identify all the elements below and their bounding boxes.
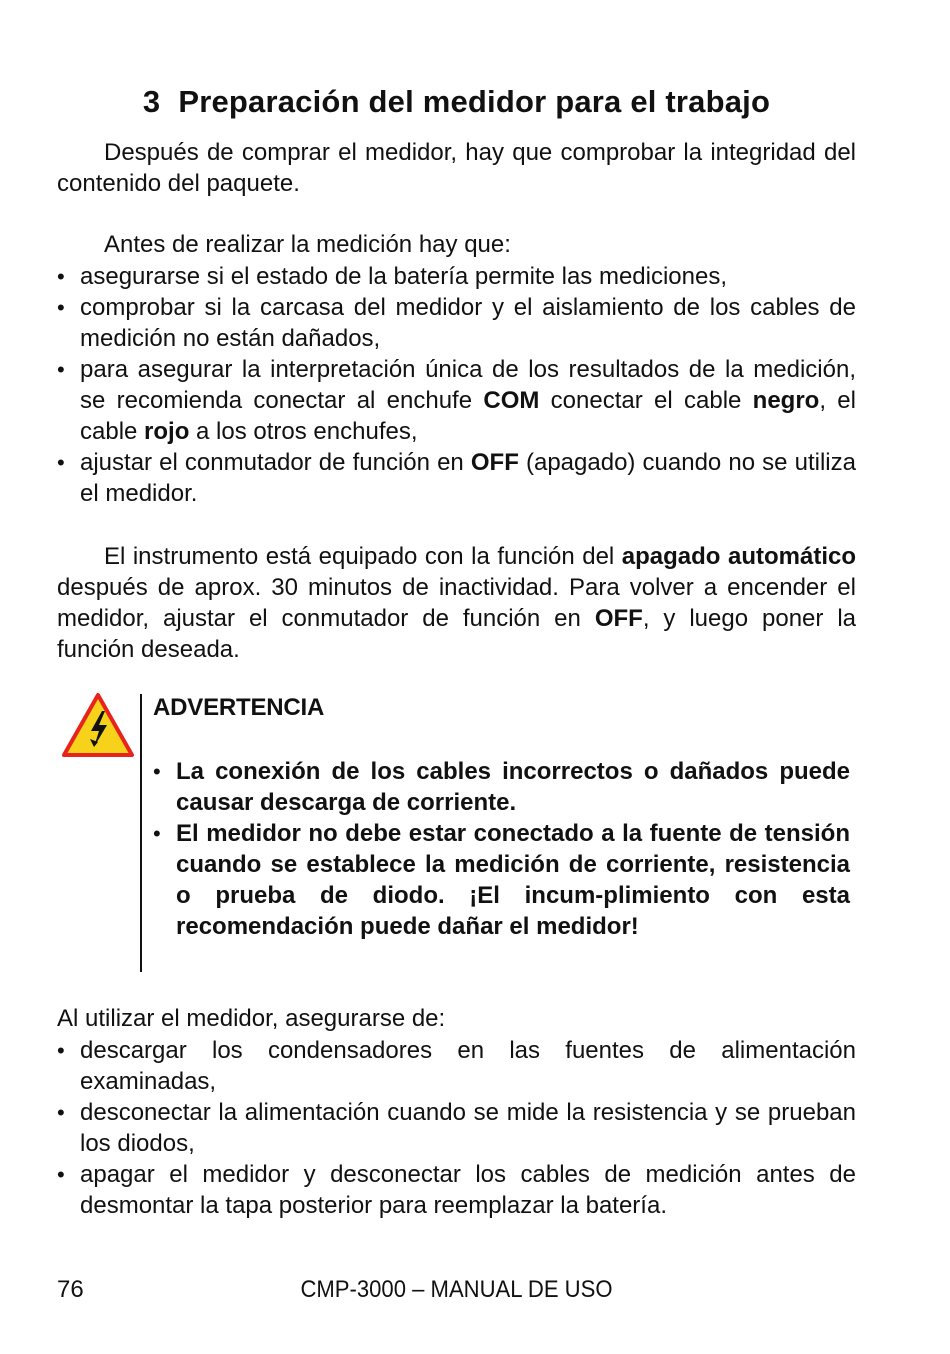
warning-list — [153, 756, 850, 942]
rojo-label: rojo — [144, 418, 190, 445]
warning-item: • El medidor no debe estar conectado a la fuente de tensión cuando se establece la medición de corriente, resistencia o prueba de diodo. ¡El incum-plimiento con esta recomendación puede dañar el medidor! — [153, 818, 850, 942]
section-title: Preparación del medidor para el trabajo — [178, 84, 771, 119]
com-label: COM — [483, 387, 540, 414]
auto-off-paragraph: El instrumento está equipado con la función del apagado automático después de aprox. 30 minutos de inactividad. Para volver a encender el medidor, ajustar el conmutador de función en OFF, y luego poner la función deseada. — [57, 543, 856, 663]
list-item: • desconectar la alimentación cuando se mide la resistencia y se prueban los diodos, — [57, 1097, 856, 1159]
negro-label: negro — [752, 387, 820, 414]
auto-off-bold: apagado automático — [621, 543, 856, 570]
before-measure-list — [57, 261, 856, 509]
when-using-lead: Al utilizar el medidor, asegurarse de: — [57, 1005, 446, 1032]
list-item: • para asegurar la interpretación única de los resultados de la medición, se recomienda conectar al enchufe COM conectar el cable negro, el cable rojo a los otros enchufes, — [57, 354, 856, 447]
warning-box — [57, 688, 856, 974]
manual-title: CMP-3000 – MANUAL DE USO — [300, 1276, 613, 1303]
list-item: • comprobar si la carcasa del medidor y el aislamiento de los cables de medición no están dañados, — [57, 292, 856, 354]
list-item: • ajustar el conmutador de función en OFF (apagado) cuando no se utiliza el medidor. — [57, 447, 856, 509]
warning-item: • La conexión de los cables incorrectos o dañados puede causar descarga de corriente. — [153, 756, 850, 818]
before-measure-lead: Antes de realizar la medición hay que: — [104, 231, 511, 258]
warning-divider — [140, 694, 142, 972]
off-label: OFF — [470, 449, 519, 476]
when-using-list — [57, 1035, 856, 1221]
section-number: 3 — [142, 84, 161, 119]
intro-paragraph: Después de comprar el medidor, hay que comprobar la integridad del contenido del paquete. — [57, 139, 856, 197]
list-item: • asegurarse si el estado de la batería permite las mediciones, — [57, 261, 856, 292]
warning-title: ADVERTENCIA — [153, 694, 325, 721]
high-voltage-warning-icon — [61, 692, 135, 758]
list-item: • descargar los condensadores en las fuentes de alimentación examinadas, — [57, 1035, 856, 1097]
page-number: 76 — [57, 1276, 84, 1303]
list-item: • apagar el medidor y desconectar los cables de medición antes de desmontar la tapa posterior para reemplazar la batería. — [57, 1159, 856, 1221]
section-heading — [57, 84, 856, 120]
off-bold: OFF — [594, 605, 643, 632]
